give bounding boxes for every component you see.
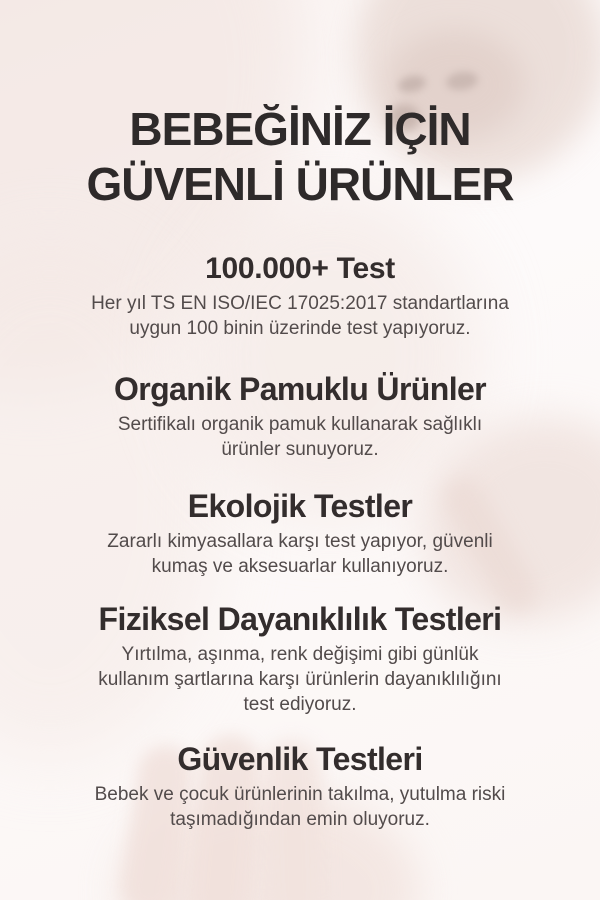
- section-test-count-heading: 100.000+ Test: [205, 252, 395, 285]
- section-durability-tests-heading: Fiziksel Dayanıklılık Testleri: [98, 601, 502, 637]
- section-organic-cotton-heading: Organik Pamuklu Ürünler: [113, 371, 487, 407]
- body-line: taşımadığından emin oluyoruz.: [170, 809, 430, 830]
- section-safety-tests-heading: Güvenlik Testleri: [177, 741, 423, 777]
- body-line: ürünler sunuyoruz.: [221, 439, 379, 460]
- section-ecological-tests-heading: Ekolojik Testler: [187, 488, 413, 524]
- section-test-count-body: [48, 291, 552, 341]
- body-line: Bebek ve çocuk ürünlerinin takılma, yutulma riski: [94, 784, 506, 805]
- body-line: kullanım şartlarına karşı ürünlerin dayanıklılığını: [98, 669, 502, 690]
- body-line: kumaş ve aksesuarlar kullanıyoruz.: [151, 556, 449, 577]
- section-test-count: [48, 250, 552, 341]
- section-durability-tests-body: [48, 642, 552, 717]
- section-ecological-tests: [48, 486, 552, 579]
- section-organic-cotton: [48, 369, 552, 462]
- page-title: [48, 102, 552, 212]
- body-line: Her yıl TS EN ISO/IEC 17025:2017 standartlarına: [91, 293, 509, 314]
- section-safety-tests: [48, 739, 552, 832]
- body-line: Yırtılma, aşınma, renk değişimi gibi günlük: [121, 644, 479, 665]
- section-organic-cotton-body: [48, 412, 552, 462]
- section-safety-tests-body: [48, 782, 552, 832]
- page-title-line1: BEBEĞİNİZ İÇİN: [129, 103, 471, 155]
- body-line: test ediyoruz.: [243, 694, 357, 715]
- section-durability-tests: [48, 599, 552, 717]
- page-title-line2: GÜVENLİ ÜRÜNLER: [86, 158, 514, 210]
- body-line: Zararlı kimyasallara karşı test yapıyor, güvenli: [107, 531, 493, 552]
- body-line: Sertifikalı organik pamuk kullanarak sağlıklı: [117, 414, 483, 435]
- section-ecological-tests-body: [48, 529, 552, 579]
- body-line: uygun 100 binin üzerinde test yapıyoruz.: [129, 318, 471, 339]
